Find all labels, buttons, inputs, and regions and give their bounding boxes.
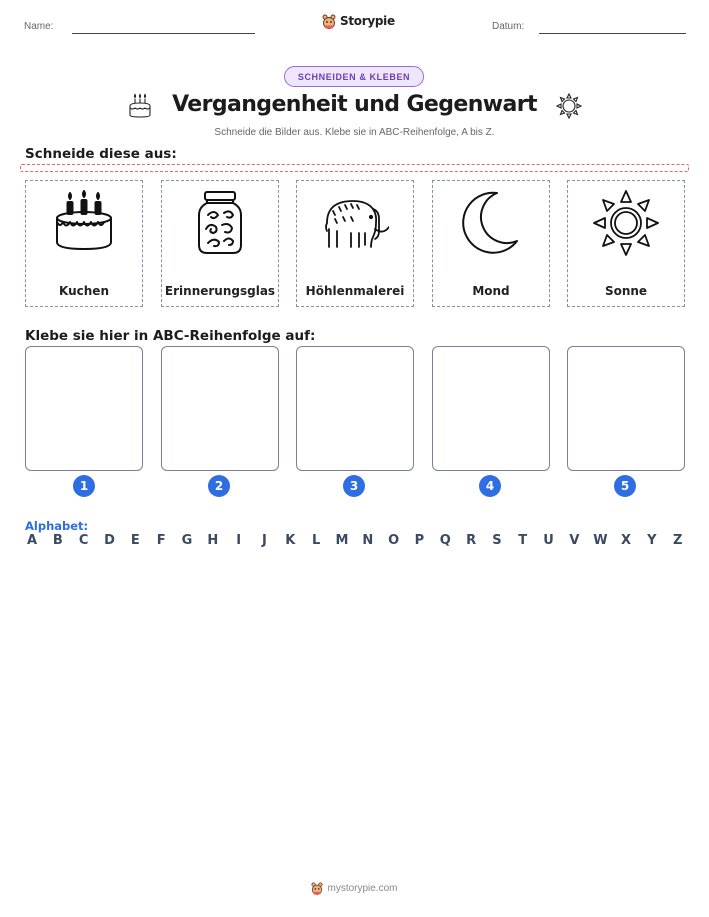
cake-icon <box>50 189 118 257</box>
paste-box-5[interactable] <box>567 346 685 471</box>
alphabet-letter: D <box>104 533 115 548</box>
cut-heading: Schneide diese aus: <box>25 146 177 162</box>
instructions: Schneide die Bilder aus. Klebe sie in ABC-Reihenfolge, A bis Z. <box>214 127 495 138</box>
name-label: Name: <box>24 21 54 32</box>
memory-jar-icon <box>186 189 254 257</box>
alphabet-letter: R <box>466 533 477 548</box>
order-number-2: 2 <box>208 475 230 497</box>
alphabet-letter: J <box>262 533 267 548</box>
alphabet-letter: O <box>388 533 400 548</box>
cut-card-erinnerungsglas[interactable] <box>161 180 279 307</box>
alphabet-letter: N <box>362 533 374 548</box>
cut-card-sonne[interactable] <box>567 180 685 307</box>
alphabet-letter: Y <box>647 533 657 548</box>
alphabet-letter: F <box>156 533 166 548</box>
alphabet-letter: G <box>181 533 193 548</box>
page-title: Vergangenheit und Gegenwart <box>172 92 537 117</box>
alphabet-letter: X <box>621 533 632 548</box>
cut-card-mond[interactable] <box>432 180 550 307</box>
cut-card-kuchen[interactable] <box>25 180 143 307</box>
paste-box-3[interactable] <box>296 346 414 471</box>
alphabet-row <box>25 533 685 548</box>
paste-box-2[interactable] <box>161 346 279 471</box>
card-label: Höhlenmalerei <box>305 284 405 298</box>
alphabet-letter: Q <box>439 533 451 548</box>
alphabet-letter: M <box>335 533 349 548</box>
alphabet-letter: A <box>26 533 38 548</box>
alphabet-letter: T <box>518 533 528 548</box>
name-line[interactable] <box>72 33 255 34</box>
mammoth-icon <box>321 189 389 257</box>
cut-line <box>20 164 689 172</box>
card-label: Sonne <box>604 284 648 298</box>
alphabet-letter: P <box>414 533 425 548</box>
alphabet-letter: K <box>285 533 296 548</box>
card-label: Kuchen <box>59 284 109 298</box>
storypie-mascot-icon <box>322 13 336 29</box>
date-label: Datum: <box>492 21 525 32</box>
alphabet-letter: Z <box>672 533 683 548</box>
paste-box-1[interactable] <box>25 346 143 471</box>
alphabet-letter: S <box>492 533 502 548</box>
title-sun-icon <box>556 93 582 119</box>
moon-icon <box>457 189 525 257</box>
alphabet-title: Alphabet: <box>25 519 89 533</box>
alphabet-letter: V <box>569 533 580 548</box>
order-number-1: 1 <box>73 475 95 497</box>
brand-logo <box>322 13 395 29</box>
footer-mascot-icon <box>311 881 323 895</box>
alphabet-letter: C <box>78 533 89 548</box>
alphabet-letter: E <box>130 533 140 548</box>
order-number-5: 5 <box>614 475 636 497</box>
alphabet-letter: B <box>52 533 63 548</box>
paste-heading: Klebe sie hier in ABC-Reihenfolge auf: <box>25 328 316 344</box>
alphabet-letter: I <box>236 533 242 548</box>
activity-badge: SCHNEIDEN & KLEBEN <box>284 66 424 87</box>
card-label: Erinnerungsglas <box>164 284 276 298</box>
cut-card-hoehlenmalerei[interactable] <box>296 180 414 307</box>
paste-box-4[interactable] <box>432 346 550 471</box>
footer-url[interactable]: mystorypie.com <box>327 882 398 894</box>
order-number-4: 4 <box>479 475 501 497</box>
alphabet-letter: W <box>593 533 608 548</box>
footer <box>0 881 709 895</box>
alphabet-letter: H <box>207 533 219 548</box>
alphabet-letter: L <box>311 533 321 548</box>
alphabet-letter: U <box>543 533 554 548</box>
sun-icon <box>592 189 660 257</box>
brand-name: Storypie <box>340 14 395 28</box>
order-number-3: 3 <box>343 475 365 497</box>
date-line[interactable] <box>539 33 686 34</box>
card-label: Mond <box>472 284 510 298</box>
